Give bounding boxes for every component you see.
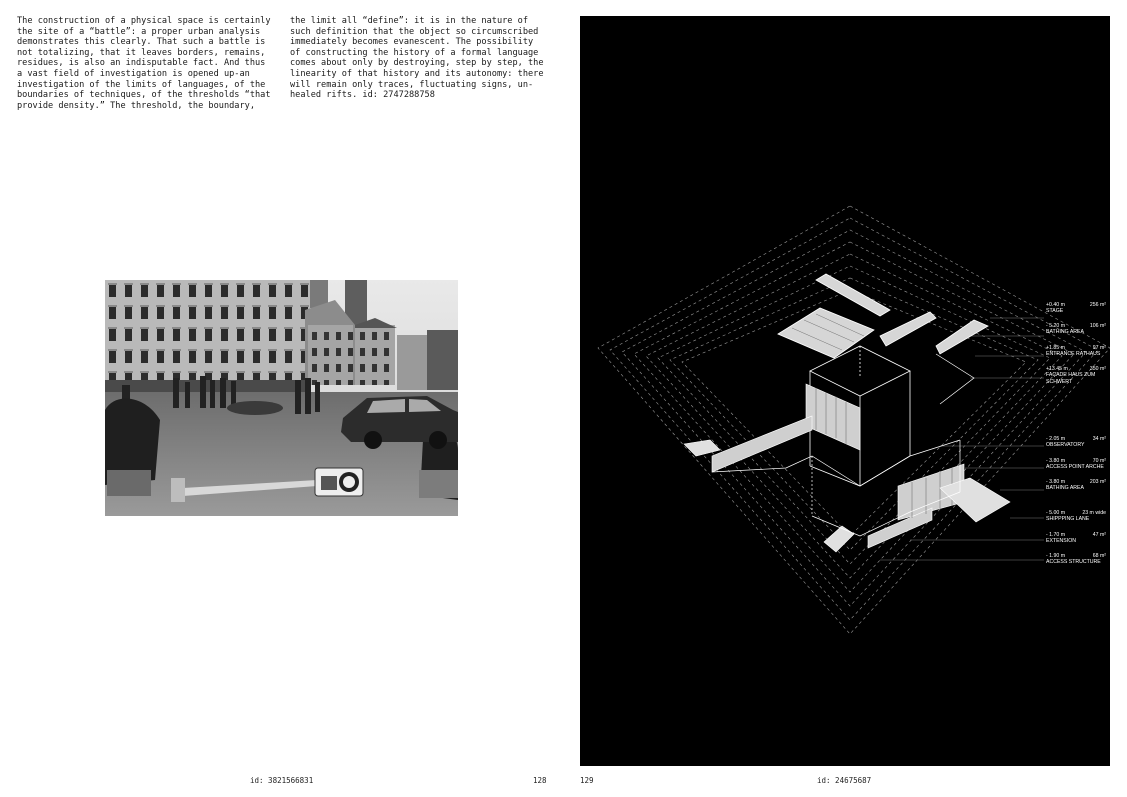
legend-size: 23 m wide xyxy=(1082,510,1106,516)
text-line: The construction of a physical space is certainly xyxy=(17,16,271,26)
legend-name: SHIPPPING LANE xyxy=(1046,516,1090,523)
legend-entry xyxy=(1046,366,1110,385)
text-line: of constructing the history of a formal language xyxy=(290,47,539,58)
legend-size: 350 m² xyxy=(1089,366,1106,372)
legend-level: +0.40 m xyxy=(1046,302,1065,308)
text-line: such definition that the object so circumscribed xyxy=(290,26,539,37)
legend-entry xyxy=(1046,302,1110,315)
legend-entry xyxy=(1046,510,1110,523)
axonometric-panel xyxy=(580,16,1110,766)
legend-level: - 5.20 m xyxy=(1046,323,1066,329)
legend-size: 47 m² xyxy=(1092,532,1106,538)
text-line: the site of a “battle”: a proper urban analysis xyxy=(17,26,261,37)
legend-size: 70 m² xyxy=(1092,458,1106,464)
text-line: will remain only traces, fluctuating signs, un- xyxy=(290,79,534,90)
legend-level: - 3.80 m xyxy=(1046,458,1066,464)
text-line: demonstrates this clearly. That such a battle is xyxy=(17,37,266,48)
legend-size: 34 m² xyxy=(1092,436,1106,442)
legend-name: ACCESS POINT ARCHE xyxy=(1046,464,1104,471)
text-line: immediately becomes evanescent. The possibility xyxy=(290,37,534,48)
left-footer-id: id: 3821566831 xyxy=(250,776,314,785)
text-line: boundaries of techniques, of the thresholds “that xyxy=(17,90,271,101)
text-line: provide density.” The threshold, the boundary, xyxy=(17,100,255,111)
text-line: investigation of the limits of languages, of the xyxy=(17,79,266,90)
legend-entry xyxy=(1046,458,1110,471)
legend-level: - 5.00 m xyxy=(1046,510,1066,516)
legend-entry xyxy=(1046,479,1110,492)
text-line: comes about only by destroying, step by step, the xyxy=(290,58,544,69)
legend-entry xyxy=(1046,436,1110,449)
legend-entry xyxy=(1046,345,1110,358)
right-page-number: 129 xyxy=(580,776,594,785)
text-column-left xyxy=(17,16,271,111)
legend-name: BATHING AREA xyxy=(1046,329,1084,336)
legend-entry xyxy=(1046,323,1110,336)
street-photo xyxy=(105,280,458,516)
left-page-number: 128 xyxy=(533,776,547,785)
legend-entry xyxy=(1046,532,1110,545)
legend-level: +1.85 m xyxy=(1046,345,1065,351)
legend-name: BATHING AREA xyxy=(1046,485,1084,492)
text-line: healed rifts. id: 2747288758 xyxy=(290,90,435,101)
legend-size: 97 m² xyxy=(1092,345,1106,351)
axonometric-drawing xyxy=(580,16,1110,766)
legend-level: - 1.90 m xyxy=(1046,553,1066,559)
legend-size: 203 m² xyxy=(1089,479,1106,485)
text-line: the limit all “define”: it is in the nature of xyxy=(290,16,528,26)
text-line: linearity of that history and its autonomy: there xyxy=(290,68,544,79)
legend-size: 106 m² xyxy=(1089,323,1106,329)
legend-name: FAÇADE HAUS ZUM SCHWERT xyxy=(1046,372,1096,385)
legend-name: ACCESS STRUCTURE xyxy=(1046,559,1101,566)
legend-name: STAGE xyxy=(1046,308,1064,315)
legend-level: +13.45 m xyxy=(1046,366,1068,372)
text-line: residues, is also an indisputable fact. And thus xyxy=(17,58,266,69)
right-footer-id: id: 24675687 xyxy=(817,776,872,785)
legend-name: ENTRANCE RATHAUS xyxy=(1046,351,1101,358)
legend-entry xyxy=(1046,553,1110,566)
legend-name: OBSERVATORY xyxy=(1046,442,1085,449)
legend-name: EXTENSION xyxy=(1046,538,1076,545)
text-line: not totalizing, that it leaves borders, remains, xyxy=(17,47,266,58)
text-line: a vast field of investigation is opened up-an xyxy=(17,68,250,79)
legend-level: - 2.05 m xyxy=(1046,436,1066,442)
text-column-right xyxy=(290,16,544,101)
legend-level: - 1.70 m xyxy=(1046,532,1066,538)
legend-size: 256 m² xyxy=(1089,302,1106,308)
legend-level: - 3.80 m xyxy=(1046,479,1066,485)
legend-size: 68 m² xyxy=(1092,553,1106,559)
